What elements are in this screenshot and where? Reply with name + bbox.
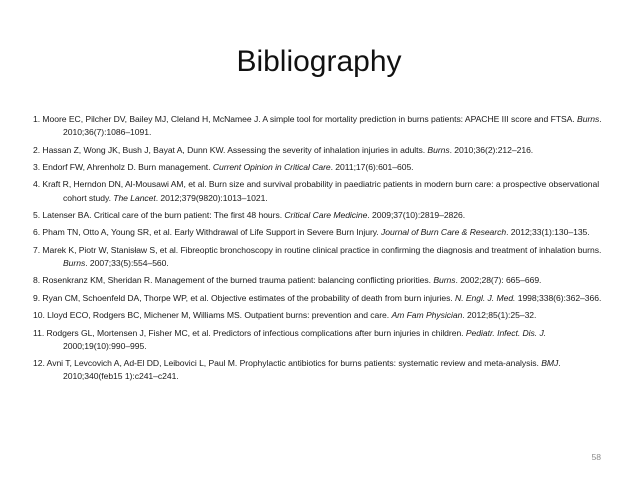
reference-item: [33, 244, 613, 270]
reference-citation: . 2012;379(9820):1013–1021.: [155, 192, 268, 203]
reference-journal: Current Opinion in Critical Care: [212, 161, 331, 172]
reference-number: 9.: [33, 292, 41, 303]
reference-item: [33, 309, 613, 322]
reference-item: [33, 327, 613, 353]
reference-authors-title: Rodgers GL, Mortensen J, Fisher MC, et al. Predictors of infectious complications after burn injuries in children.: [46, 327, 466, 338]
reference-number: 5.: [33, 209, 41, 220]
reference-number: 3.: [33, 161, 41, 172]
reference-authors-title: Rosenkranz KM, Sheridan R. Management of the burned trauma patient: balancing conflicting priorities.: [42, 275, 434, 286]
reference-item: [33, 226, 613, 239]
reference-authors-title: Hassan Z, Wong JK, Bush J, Bayat A, Dunn KW. Assessing the severity of inhalation injuries in adults.: [42, 144, 428, 155]
reference-authors-title: Marek K, Piotr W, Stanisław S, et al. Fibreoptic bronchoscopy in routine clinical practice in confirming the diagnosis and treatment of inhalation burns.: [42, 244, 602, 255]
reference-citation: . 2010;340(feb15 1):c241–c241.: [63, 358, 561, 382]
reference-journal: Burns: [433, 275, 456, 286]
reference-number: 8.: [33, 275, 41, 286]
reference-journal: Burns: [577, 114, 600, 124]
reference-item: [33, 113, 613, 139]
reference-journal: Pediatr. Infect. Dis. J.: [465, 327, 547, 338]
page-number: 58: [591, 452, 601, 462]
reference-journal: Am Fam Physician: [391, 310, 463, 321]
reference-journal: N. Engl. J. Med.: [455, 292, 516, 303]
reference-journal: Critical Care Medicine: [284, 209, 368, 220]
reference-citation: . 2010;36(7):1086–1091.: [63, 114, 602, 138]
reference-number: 12.: [33, 358, 45, 369]
reference-number: 7.: [33, 244, 41, 255]
reference-journal: Burns: [427, 144, 450, 155]
reference-authors-title: Kraft R, Herndon DN, Al-Mousawi AM, et al. Burn size and survival probability in paediatric patients in modern burn care: a prospective observational cohort study.: [42, 179, 600, 203]
reference-item: [33, 209, 613, 222]
reference-authors-title: Pham TN, Otto A, Young SR, et al. Early Withdrawal of Life Support in Severe Burn Injury.: [42, 227, 382, 238]
reference-citation: . 2007;33(5):554–560.: [85, 257, 169, 268]
reference-item: [33, 178, 613, 204]
reference-number: 4.: [33, 179, 41, 190]
reference-journal: Journal of Burn Care & Research: [381, 227, 507, 238]
reference-authors-title: Avni T, Levcovich A, Ad-El DD, Leibovici L, Paul M. Prophylactic antibiotics for burns patients: systematic review and meta-analysis.: [46, 358, 542, 369]
reference-citation: . 2011;17(6):601–605.: [330, 161, 414, 172]
slide-title: Bibliography: [236, 45, 402, 78]
reference-authors-title: Lloyd ECO, Rodgers BC, Michener M, Williams MS. Outpatient burns: prevention and care.: [47, 310, 392, 321]
reference-citation: 1998;338(6):362–366.: [515, 292, 602, 303]
reference-citation: . 2012;85(1):25–32.: [462, 310, 537, 321]
reference-authors-title: Endorf FW, Ahrenholz D. Burn management.: [42, 161, 213, 172]
reference-number: 1.: [33, 114, 41, 124]
reference-citation: 2000;19(10):990–995.: [63, 340, 147, 351]
reference-item: [33, 292, 613, 305]
reference-journal: Burns: [63, 257, 86, 268]
reference-citation: . 2012;33(1):130–135.: [506, 227, 590, 238]
reference-number: 10.: [33, 310, 45, 321]
reference-authors-title: Moore EC, Pilcher DV, Bailey MJ, Cleland H, McNamee J. A simple tool for mortality prediction in burns patients: APACHE III score and FTSA.: [42, 114, 578, 124]
reference-citation: . 2002;28(7): 665–669.: [455, 275, 542, 286]
reference-citation: . 2010;36(2):212–216.: [449, 144, 534, 155]
reference-authors-title: Ryan CM, Schoenfeld DA, Thorpe WP, et al. Objective estimates of the probability of death from burn injuries.: [42, 292, 456, 303]
reference-number: 6.: [33, 227, 41, 238]
reference-number: 11.: [33, 327, 45, 338]
reference-list: [33, 113, 613, 384]
reference-item: [33, 357, 613, 383]
reference-number: 2.: [33, 144, 41, 155]
reference-item: [33, 161, 613, 174]
reference-authors-title: Latenser BA. Critical care of the burn patient: The first 48 hours.: [42, 209, 285, 220]
reference-journal: BMJ: [541, 358, 559, 369]
reference-citation: . 2009;37(10):2819–2826.: [367, 209, 466, 220]
reference-item: [33, 144, 613, 157]
reference-item: [33, 274, 613, 287]
reference-journal: The Lancet: [113, 192, 156, 203]
